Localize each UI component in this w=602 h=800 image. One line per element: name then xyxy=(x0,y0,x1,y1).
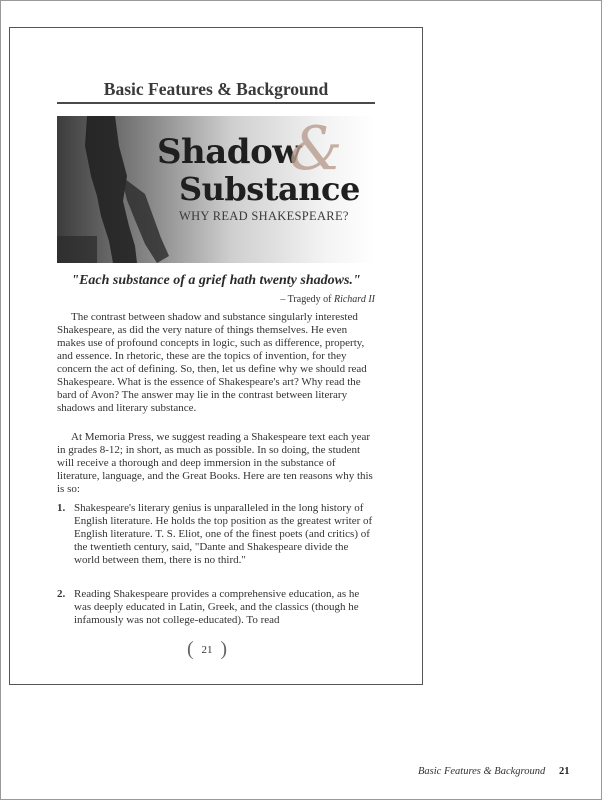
inner-page-number xyxy=(187,638,227,662)
paragraph-2: At Memoria Press, we suggest reading a Shakespeare text each year in grades 8-12; in short, as much as possible. In so doing, the student will receive a thorough and deep immersion in the substance of literature, language, and the Great Books. Here are ten reasons why this is so: xyxy=(57,431,373,495)
attribution-work: Richard II xyxy=(333,294,375,305)
attribution-prefix: – Tragedy of xyxy=(280,294,332,305)
heading-rule xyxy=(57,102,375,104)
footer-title: Basic Features & Background xyxy=(418,766,546,777)
epigraph-quote: "Each substance of a grief hath twenty shadows." xyxy=(71,273,361,288)
banner-image xyxy=(57,116,375,263)
section-heading: Basic Features & Background xyxy=(103,79,329,99)
banner-title-shadow: Shadow xyxy=(157,132,302,172)
list-item-text: Shakespeare's literary genius is unparalleled in the long history of English literature. He holds the top position as the greatest writer of English literature. T. S. Eliot, one of the finest poets (and critics) of the twentieth century, said, "Dante and Shakespeare divide the world between them, there is no third." xyxy=(74,502,373,566)
epigraph-attribution xyxy=(57,294,375,305)
banner-ampersand: & xyxy=(289,116,343,184)
list-item-text: Reading Shakespeare provides a comprehensive education, as he was deeply educated in Latin, Greek, and the classics (though he infamously was not college-educated). To read xyxy=(74,588,360,626)
list-item-number: 1. xyxy=(57,502,66,514)
left-bracket-ornament-icon: ( xyxy=(187,638,194,660)
inner-page-number-text: 21 xyxy=(201,644,213,656)
list-item-number: 2. xyxy=(57,588,66,600)
banner-title-substance: Substance xyxy=(179,170,360,208)
paragraph-1: The contrast between shadow and substance singularly interested Shakespeare, as did the very nature of things themselves. He even makes use of profound concepts in logic, such as difference, property, and essence. In rhetoric, these are the topics of invention, for they concern the act of defining. So, then, let us define why we should read Shakespeare. What is the essence of Shakespeare's art? Why read the bard of Avon? The answer may lie in the contrast between literary shadows and literary substance. xyxy=(57,311,367,414)
footer-page-number: 21 xyxy=(559,766,570,777)
right-bracket-ornament-icon: ) xyxy=(220,638,227,660)
banner-subtitle: WHY READ SHAKESPEARE? xyxy=(179,209,349,223)
